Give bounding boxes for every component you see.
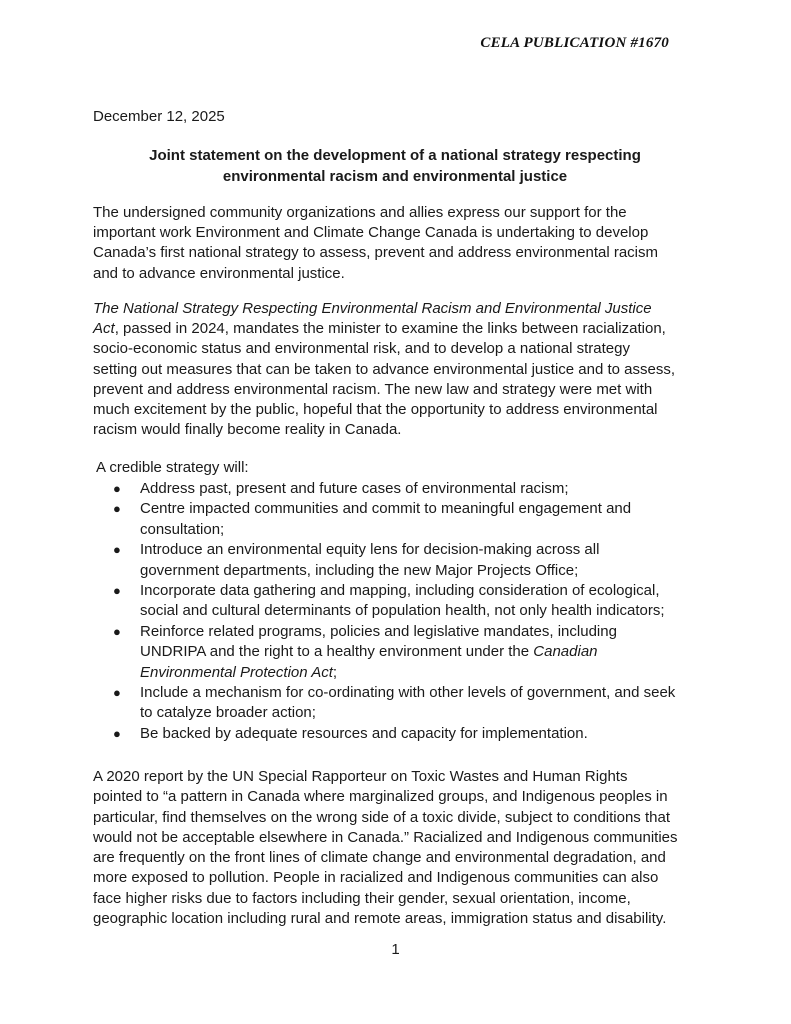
list-lead: A credible strategy will:: [96, 459, 249, 476]
statement-title: [93, 145, 697, 187]
act-title: The National Strategy Respecting Environmental Racism and Environmental Justice: [93, 300, 652, 317]
statement-date: December 12, 2025: [93, 108, 225, 125]
text-run: UNDRIPA and the right to a healthy environment under the: [140, 643, 534, 661]
text-line: government departments, including the new Major Projects Office;: [140, 561, 579, 579]
text-line: face higher risks due to factors including their gender, sexual orientation, income,: [93, 889, 631, 907]
text-line: A 2020 report by the UN Special Rapporteur on Toxic Wastes and Human Rights: [93, 768, 628, 785]
text-line: Centre impacted communities and commit to meaningful engagement and: [140, 500, 632, 518]
list-item: [93, 479, 713, 499]
text-line: setting out measures that can be taken to advance environmental justice and to assess,: [93, 360, 676, 378]
list-item: [93, 622, 713, 683]
text-line: socio-economic status and environmental risk, and to develop a national strategy: [93, 340, 630, 358]
text-line: much excitement by the public, hopeful that the opportunity to address environmental: [93, 401, 658, 419]
list-item: [93, 683, 713, 724]
text-line: [93, 319, 713, 339]
text-line: to catalyze broader action;: [140, 704, 316, 722]
text-line: more exposed to pollution. People in racialized and Indigenous communities can also: [93, 869, 659, 887]
publication-number: CELA PUBLICATION #1670: [480, 35, 669, 51]
text-line: Address past, present and future cases of environmental racism;: [140, 480, 569, 497]
bullet-icon: ●: [113, 583, 121, 599]
strategy-list: [93, 479, 713, 744]
bullet-icon: ●: [113, 542, 121, 558]
text-line: Include a mechanism for co-ordinating with other levels of government, and seek: [140, 684, 676, 702]
page-number: 1: [391, 941, 400, 958]
list-item: [93, 540, 713, 581]
bullet-icon: ●: [113, 685, 121, 701]
act-title: Canadian: [533, 643, 598, 661]
text-line: racism would finally become reality in Canada.: [93, 421, 402, 439]
text-line: [140, 663, 713, 683]
title-line: Joint statement on the development of a national strategy respecting: [149, 147, 641, 164]
text-line: geographic location including rural and remote areas, immigration status and disability.: [93, 910, 667, 928]
text-line: are frequently on the front lines of climate change and environmental degradation, and: [93, 849, 666, 867]
text-line: would not be acceptable elsewhere in Canada.” Racialized and Indigenous communities: [93, 828, 678, 846]
text-line: Canada’s first national strategy to assess, prevent and address environmental racism: [93, 244, 659, 262]
text-line: [140, 642, 713, 662]
text-line: [93, 299, 713, 319]
bullet-icon: ●: [113, 501, 121, 517]
bullet-icon: ●: [113, 481, 121, 496]
text-line: prevent and address environmental racism. The new law and strategy were met with: [93, 380, 653, 398]
text-line: Incorporate data gathering and mapping, including consideration of ecological,: [140, 582, 660, 600]
title-line: environmental racism and environmental justice: [222, 168, 568, 185]
text-line: Reinforce related programs, policies and legislative mandates, including: [140, 622, 617, 640]
text-run: , passed in 2024, mandates the minister to examine the links between racialization,: [114, 320, 666, 338]
text-line: and to advance environmental justice.: [93, 264, 345, 282]
text-line: particular, find themselves on the wrong side of a toxic divide, subject to conditions that: [93, 808, 670, 826]
list-item: [93, 581, 713, 622]
text-line: consultation;: [140, 520, 225, 538]
act-paragraph: [93, 299, 713, 440]
act-title-end: Act: [93, 320, 115, 338]
act-title: Environmental Protection Act: [140, 663, 333, 681]
text-line: Be backed by adequate resources and capacity for implementation.: [140, 724, 588, 742]
list-item: [93, 499, 713, 540]
bullet-icon: ●: [113, 623, 121, 639]
intro-paragraph: [93, 203, 713, 284]
text-line: Introduce an environmental equity lens for decision-making across all: [140, 541, 600, 559]
list-item: [93, 724, 713, 744]
bullet-icon: ●: [113, 725, 121, 741]
text-line: pointed to “a pattern in Canada where marginalized groups, and Indigenous peoples in: [93, 788, 668, 806]
text-line: The undersigned community organizations and allies express our support for the: [93, 204, 627, 221]
text-line: important work Environment and Climate Change Canada is undertaking to develop: [93, 224, 649, 242]
text-line: social and cultural determinants of population health, not only health indicators;: [140, 602, 665, 620]
text-run: ;: [332, 663, 338, 681]
un-report-paragraph: [93, 767, 713, 929]
